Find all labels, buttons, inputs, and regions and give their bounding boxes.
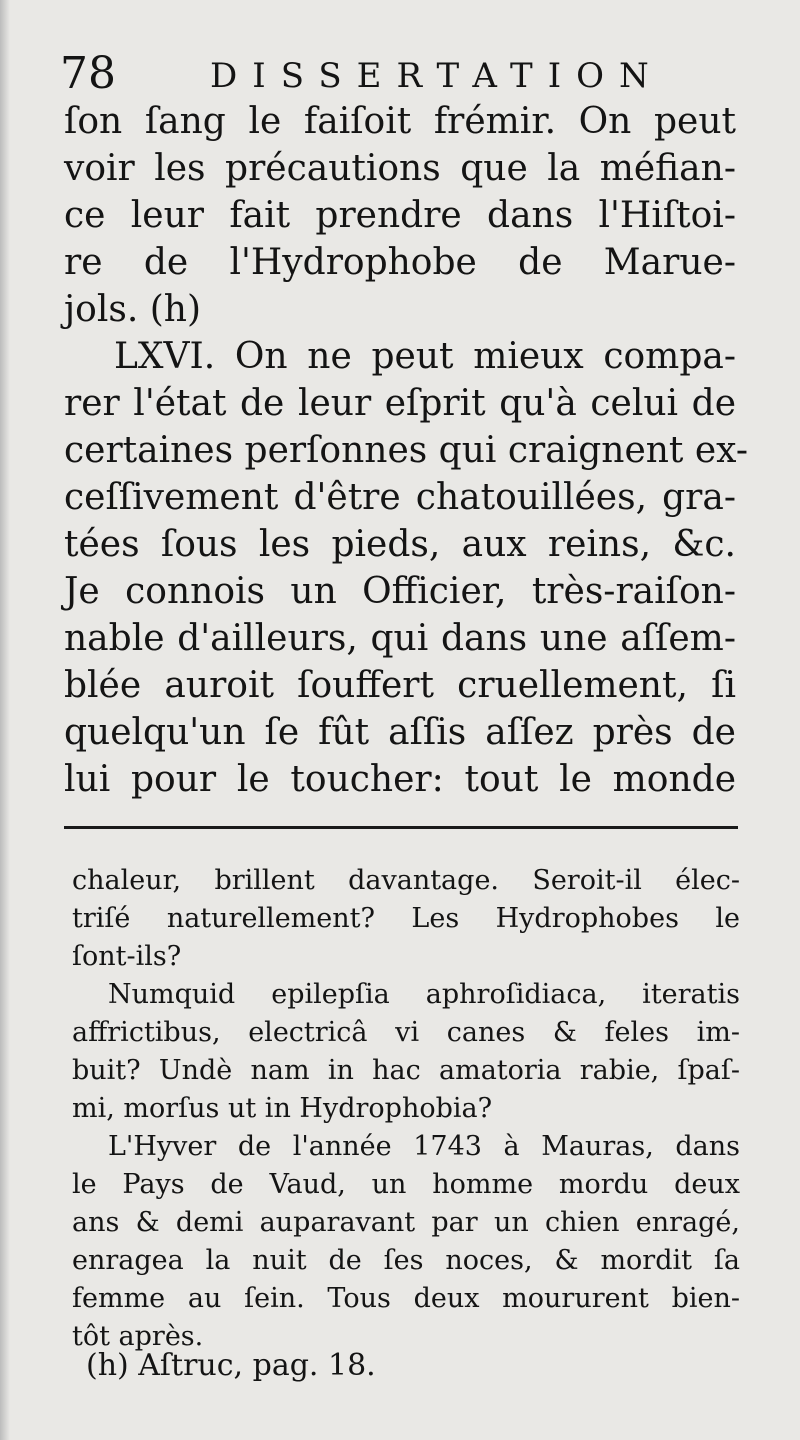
text-line: jols. (h) [64, 289, 201, 330]
running-head: DISSERTATION [210, 56, 664, 96]
footnote-line: tôt après. [72, 1321, 204, 1352]
page-edge-shadow [0, 0, 10, 1440]
footnote-line: affrictibus, electricâ vi canes & feles im- [72, 1017, 740, 1048]
text-line: certaines perſonnes qui craignent ex- [64, 430, 748, 471]
text-line: nable d'ailleurs, qui dans une aſſem- [64, 618, 736, 659]
text-line: ſon ſang le faiſoit frémir. On peut [64, 101, 736, 142]
main-text [64, 98, 748, 803]
footnote-line: Numquid epilepſia aphroſidiaca, iteratis [108, 979, 740, 1010]
footnote-line: ans & demi auparavant par un chien enragé, [72, 1207, 740, 1238]
text-line: voir les précautions que la méfian- [64, 148, 736, 189]
page-number: 78 [60, 48, 116, 99]
page-header [60, 44, 740, 104]
footnote-line: L'Hyver de l'année 1743 à Mauras, dans [108, 1131, 740, 1162]
footnote-line: buit? Undè nam in hac amatoria rabie, ſpaſ- [72, 1055, 740, 1086]
text-line: ce leur fait prendre dans l'Hiſtoi- [64, 195, 736, 236]
footnote-line: le Pays de Vaud, un homme mordu deux [72, 1169, 740, 1200]
footnote-line: femme au ſein. Tous deux moururent bien- [72, 1283, 740, 1314]
text-line: lui pour le toucher: tout le monde [64, 759, 736, 800]
footnote-line: mi, morſus ut in Hydrophobia? [72, 1093, 493, 1124]
footnote-line: chaleur, brillent davantage. Seroit-il élec- [72, 865, 740, 896]
section-heading-line: LXVI. On ne peut mieux compa- [114, 336, 736, 377]
text-line: Je connois un Officier, très-raiſon- [64, 571, 736, 612]
footnote-line: ſont-ils? [72, 941, 182, 972]
text-line: quelqu'un ſe fût aſſis aſſez près de [64, 712, 736, 753]
footnote-reference: (h) Aſtruc, pag. 18. [86, 1348, 376, 1383]
text-line: re de l'Hydrophobe de Marue- [64, 242, 736, 283]
footnote-line: triſé naturellement? Les Hydrophobes le [72, 903, 740, 934]
text-line: rer l'état de leur eſprit qu'à celui de [64, 383, 736, 424]
footnote-line: enragea la nuit de ſes noces, & mordit ſa [72, 1245, 740, 1276]
text-line: tées ſous les pieds, aux reins, &c. [64, 524, 736, 565]
text-line: ceſſivement d'être chatouillées, gra- [64, 477, 736, 518]
text-line: blée auroit ſouffert cruellement, ſi [64, 665, 736, 706]
footnotes [72, 862, 740, 1356]
footnote-divider [64, 826, 738, 829]
